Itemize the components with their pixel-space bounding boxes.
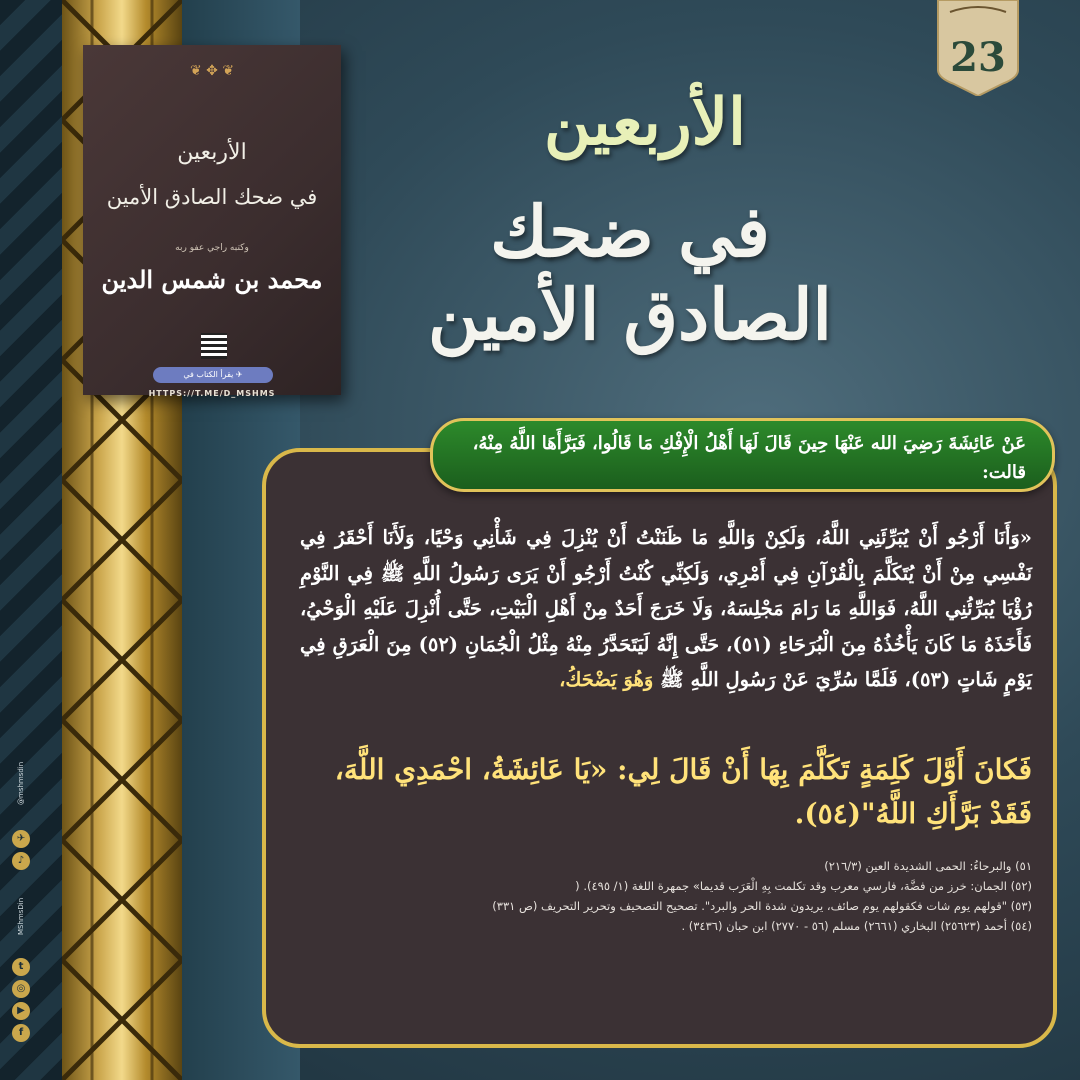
telegram-button[interactable]: يقرأ الكتاب في ✈ [153, 367, 273, 383]
footnote: (٥٢) الجمان: خرز من فضَّة، فارسي معرب وقد تكلمت بِهِ الْعَرَب قديما» جمهرة اللغة (١/ ٤٩٥). ( [575, 879, 1032, 893]
qr-code[interactable] [201, 333, 227, 359]
book-title-line2: في ضحك الصادق الأمين [106, 185, 318, 209]
book-subtitle: وكتبه راجي عفو ربه [175, 243, 249, 253]
social-handle-top: @mshmsdin [17, 761, 25, 805]
footnote: (٥٣) "قولهم يوم شات فكقولهم يوم صائف، يريدون شدة الحر والبرد". تصحيح التصحيف وتحرير التحريف (ص ٣٣١) [492, 899, 1032, 913]
main-title-line2: في ضحك الصادق الأمين [428, 190, 832, 356]
telegram-icon[interactable]: ✈ [12, 830, 30, 848]
intro-text: عَنْ عَائِشَةَ رَضِيَ الله عَنْهَا حِينَ قَالَ لَهَا أَهْلُ الْإِفْكِ مَا قَالُوا، فَبَرَّأَهَا اللَّهُ مِنْهُ، قالت: [472, 433, 1026, 483]
main-title-line1: الأربعين [544, 85, 746, 160]
social-handle-bottom: MShmsDin [17, 897, 25, 935]
telegram-label: يقرأ الكتاب في [183, 370, 234, 379]
book-author: محمد بن شمس الدين [101, 265, 323, 294]
hadith-body: «وَأَنَا أَرْجُو أَنْ يُبَرِّئَنِي اللَّهُ، وَلَكِنْ وَاللَّهِ مَا ظَنَنْتُ أَنْ يُنْزِلَ فِي شَأْنِي وَحْيًا، وَلَأَنَا أَحْقَرُ فِي نَفْسِي مِنْ أَنْ يُتَكَلَّمَ بِالْقُرْآنِ فِي أَمْرِي، وَلَكِنِّي كُنْتُ أَرْجُو أَنْ يَرَى رَسُولُ اللَّهِ ﷺ فِي النَّوْمِ رُؤْيَا يُبَرِّئُنِي اللَّهُ، فَوَاللَّهِ مَا رَامَ مَجْلِسَهُ، وَلَا خَرَجَ أَحَدٌ مِنْ أَهْلِ الْبَيْتِ، حَتَّى أُنْزِلَ عَلَيْهِ الْوَحْيُ، فَأَخَذَهُ مَا كَانَ يَأْخُذُهُ مِنَ الْبُرَحَاءِ (٥١)، حَتَّى إِنَّهُ لَيَتَحَدَّرُ مِنْهُ مِثْلُ الْجُمَانِ (٥٢) مِنَ الْعَرَقِ فِي يَوْمٍ شَاتٍ (٥٣)، فَلَمَّا سُرِّيَ عَنْ رَسُولِ اللَّهِ ﷺ [300, 526, 1032, 692]
top-ornament-icon: ❦ ✥ ❦ [189, 63, 235, 79]
hadith-text [300, 520, 1032, 698]
book-cover [83, 45, 341, 398]
intro-banner [430, 418, 1055, 492]
page-badge [932, 0, 1024, 96]
book-title-line1: الأربعين [177, 140, 247, 165]
facebook-icon[interactable]: f [12, 1024, 30, 1042]
footnote: ٥١) والبرحاءُ: الحمى الشديدة العين (٢١٦/٣) [824, 859, 1032, 873]
tiktok-icon[interactable]: ♪ [12, 852, 30, 870]
social-links [6, 760, 36, 1060]
page-number: 23 [950, 34, 1006, 81]
youtube-icon[interactable]: ▶ [12, 1002, 30, 1020]
book-url[interactable]: HTTPS://T.ME/D_MSHMS [148, 389, 276, 398]
footnote: (٥٤) أحمد (٢٥٦٢٣) البخاري (٢٦٦١) مسلم (٥٦ - ٢٧٧٠) ابن حبان (٣٤٣٦) . [681, 919, 1032, 933]
key-sentence: فَكانَ أَوَّلَ كَلِمَةٍ تَكَلَّمَ بِهَا أَنْ قَالَ لِي: «يَا عَائِشَةُ، احْمَدِي اللَّهَ، فَقَدْ بَرَّأَكِ اللَّهُ"(٥٤). [334, 753, 1032, 830]
footnotes [420, 858, 1032, 938]
instagram-icon[interactable]: ◎ [12, 980, 30, 998]
twitter-icon[interactable]: t [12, 958, 30, 976]
hadith-highlight: وَهُوَ يَضْحَكُ، [559, 668, 654, 692]
